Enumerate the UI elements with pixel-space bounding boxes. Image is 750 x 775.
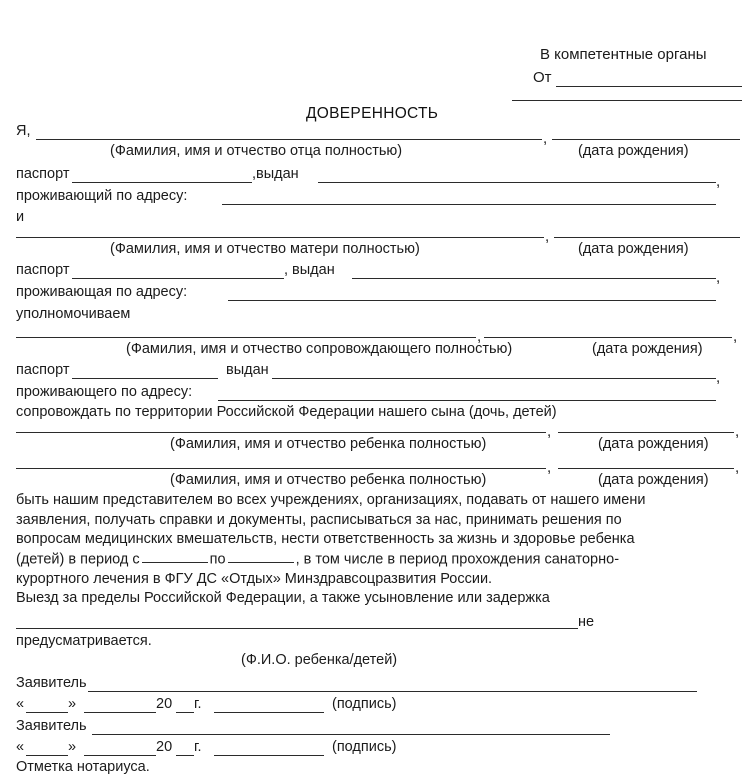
- father-birthdate-field-rule[interactable]: [552, 139, 740, 140]
- escort-passport-label: паспорт: [16, 362, 70, 378]
- escort-address-label: проживающего по адресу:: [16, 384, 193, 400]
- addressee-label: В компетентные органы: [540, 46, 707, 63]
- father-passport-trailing-comma: ,: [716, 173, 721, 190]
- from-field-rule-2[interactable]: [512, 100, 742, 101]
- applicant-2-year-rule[interactable]: [176, 755, 194, 756]
- escort-name-caption: (Фамилия, имя и отчество сопровождающего полностью): [126, 341, 513, 357]
- applicant-2-date-day-rule[interactable]: [26, 755, 68, 756]
- mother-name-date-separator-comma: ,: [545, 228, 550, 245]
- father-birthdate-caption: (дата рождения): [578, 143, 689, 159]
- child-2-name-date-separator-comma: ,: [547, 459, 552, 476]
- child-2-birthdate-caption: (дата рождения): [598, 472, 709, 488]
- powers-paragraph-line-3: вопросам медицинских вмешательств, нести ответственность за жизнь и здоровье ребенка: [16, 531, 635, 548]
- child-1-birthdate-caption: (дата рождения): [598, 436, 709, 452]
- child-1-birthdate-trailing-comma: ,: [735, 423, 740, 440]
- applicant-1-year-prefix: 20: [156, 696, 173, 712]
- father-passport-issued-rule[interactable]: [318, 182, 716, 183]
- escort-birthdate-caption: (дата рождения): [592, 341, 703, 357]
- notary-label: Отметка нотариуса.: [16, 759, 150, 775]
- applicant-1-date-day-rule[interactable]: [26, 712, 68, 713]
- father-passport-issued-label: ,выдан: [252, 166, 299, 182]
- travel-exception-field-rule[interactable]: [16, 628, 578, 629]
- mother-birthdate-field-rule[interactable]: [554, 237, 740, 238]
- applicant-1-date-month-rule[interactable]: [84, 712, 156, 713]
- period-to-field[interactable]: [228, 550, 294, 563]
- powers-paragraph-line-1: быть нашим представителем во всех учреждениях, организациях, подавать от нашего имени: [16, 492, 646, 508]
- applicant-1-year-suffix: г.: [194, 696, 202, 712]
- escort-purpose-text: сопровождать по территории Российской Федерации нашего сына (дочь, детей): [16, 404, 557, 420]
- powers-paragraph: [16, 491, 738, 609]
- father-name-date-separator-comma: ,: [543, 130, 548, 147]
- travel-exception-tail-label: не: [578, 614, 595, 630]
- period-tail-text: , в том числе в период прохождения санаторно-: [295, 551, 620, 568]
- mother-passport-trailing-comma: ,: [716, 269, 721, 286]
- powers-paragraph-line-2: заявления, получать справки и документы, расписываться за нас, принимать решения по: [16, 511, 622, 528]
- father-passport-number-rule[interactable]: [72, 182, 252, 183]
- applicant-2-year-suffix: г.: [194, 739, 202, 755]
- page-title: ДОВЕРЕННОСТЬ: [306, 105, 439, 122]
- applicant-2-label: Заявитель: [16, 718, 87, 734]
- powers-paragraph-line-6: Выезд за пределы Российской Федерации, а также усыновление или задержка: [16, 590, 550, 607]
- child-1-birthdate-field-rule[interactable]: [558, 432, 734, 433]
- applicant-1-signature-rule[interactable]: [214, 712, 324, 713]
- child-2-name-field-rule[interactable]: [16, 468, 546, 469]
- applicant-2-date-month-rule[interactable]: [84, 755, 156, 756]
- mother-birthdate-caption: (дата рождения): [578, 241, 689, 257]
- child-2-birthdate-trailing-comma: ,: [735, 459, 740, 476]
- child-1-name-field-rule[interactable]: [16, 432, 546, 433]
- period-from-label: (детей) в период с: [16, 551, 140, 568]
- applicant-2-signature-rule[interactable]: [214, 755, 324, 756]
- mother-name-field-rule[interactable]: [16, 237, 544, 238]
- mother-address-rule[interactable]: [228, 300, 716, 301]
- applicant-2-name-rule[interactable]: [92, 734, 610, 735]
- escort-name-date-separator-comma: ,: [477, 328, 482, 345]
- mother-passport-label: паспорт: [16, 262, 70, 278]
- applicant-2-date-close-quote: »: [68, 739, 77, 755]
- child-1-name-date-separator-comma: ,: [547, 423, 552, 440]
- mother-address-label: проживающая по адресу:: [16, 284, 188, 300]
- father-passport-label: паспорт: [16, 166, 70, 182]
- escort-passport-trailing-comma: ,: [716, 369, 721, 386]
- escort-birthdate-trailing-comma: ,: [733, 328, 738, 345]
- father-name-caption: (Фамилия, имя и отчество отца полностью): [110, 143, 403, 159]
- escort-address-rule[interactable]: [218, 400, 716, 401]
- child-names-caption: (Ф.И.О. ребенка/детей): [241, 652, 398, 668]
- mother-passport-number-rule[interactable]: [72, 278, 284, 279]
- escort-passport-issued-label: выдан: [226, 362, 269, 378]
- applicant-2-year-prefix: 20: [156, 739, 173, 755]
- powers-paragraph-line-4: [16, 550, 738, 570]
- not-provided-label: предусматривается.: [16, 633, 152, 649]
- father-address-label: проживающий по адресу:: [16, 188, 188, 204]
- escort-passport-issued-rule[interactable]: [272, 378, 716, 379]
- applicant-2-signature-caption: (подпись): [332, 739, 397, 755]
- mother-name-caption: (Фамилия, имя и отчество матери полностью): [110, 241, 420, 257]
- father-name-field-rule[interactable]: [36, 139, 542, 140]
- from-label: От: [533, 69, 552, 86]
- escort-passport-number-rule[interactable]: [72, 378, 218, 379]
- from-field-rule-1[interactable]: [556, 86, 742, 87]
- powers-paragraph-line-5: курортного лечения в ФГУ ДС «Отдых» Минздравсоцразвития России.: [16, 570, 493, 587]
- applicant-1-year-rule[interactable]: [176, 712, 194, 713]
- child-2-name-caption: (Фамилия, имя и отчество ребенка полностью): [170, 472, 487, 488]
- father-address-rule[interactable]: [222, 204, 716, 205]
- conjunction-label: и: [16, 209, 25, 225]
- applicant-2-date-open-quote: «: [16, 739, 25, 755]
- mother-passport-issued-label: , выдан: [284, 262, 335, 278]
- father-lead-label: Я,: [16, 123, 31, 139]
- applicant-1-name-rule[interactable]: [88, 691, 697, 692]
- applicant-1-signature-caption: (подпись): [332, 696, 397, 712]
- child-2-birthdate-field-rule[interactable]: [558, 468, 734, 469]
- authorize-label: уполномочиваем: [16, 306, 131, 322]
- mother-passport-issued-rule[interactable]: [352, 278, 716, 279]
- escort-birthdate-field-rule[interactable]: [484, 337, 732, 338]
- period-from-field[interactable]: [142, 550, 208, 563]
- period-to-label: по: [209, 551, 226, 568]
- applicant-1-label: Заявитель: [16, 675, 87, 691]
- applicant-1-date-close-quote: »: [68, 696, 77, 712]
- escort-name-field-rule[interactable]: [16, 337, 476, 338]
- applicant-1-date-open-quote: «: [16, 696, 25, 712]
- child-1-name-caption: (Фамилия, имя и отчество ребенка полностью): [170, 436, 487, 452]
